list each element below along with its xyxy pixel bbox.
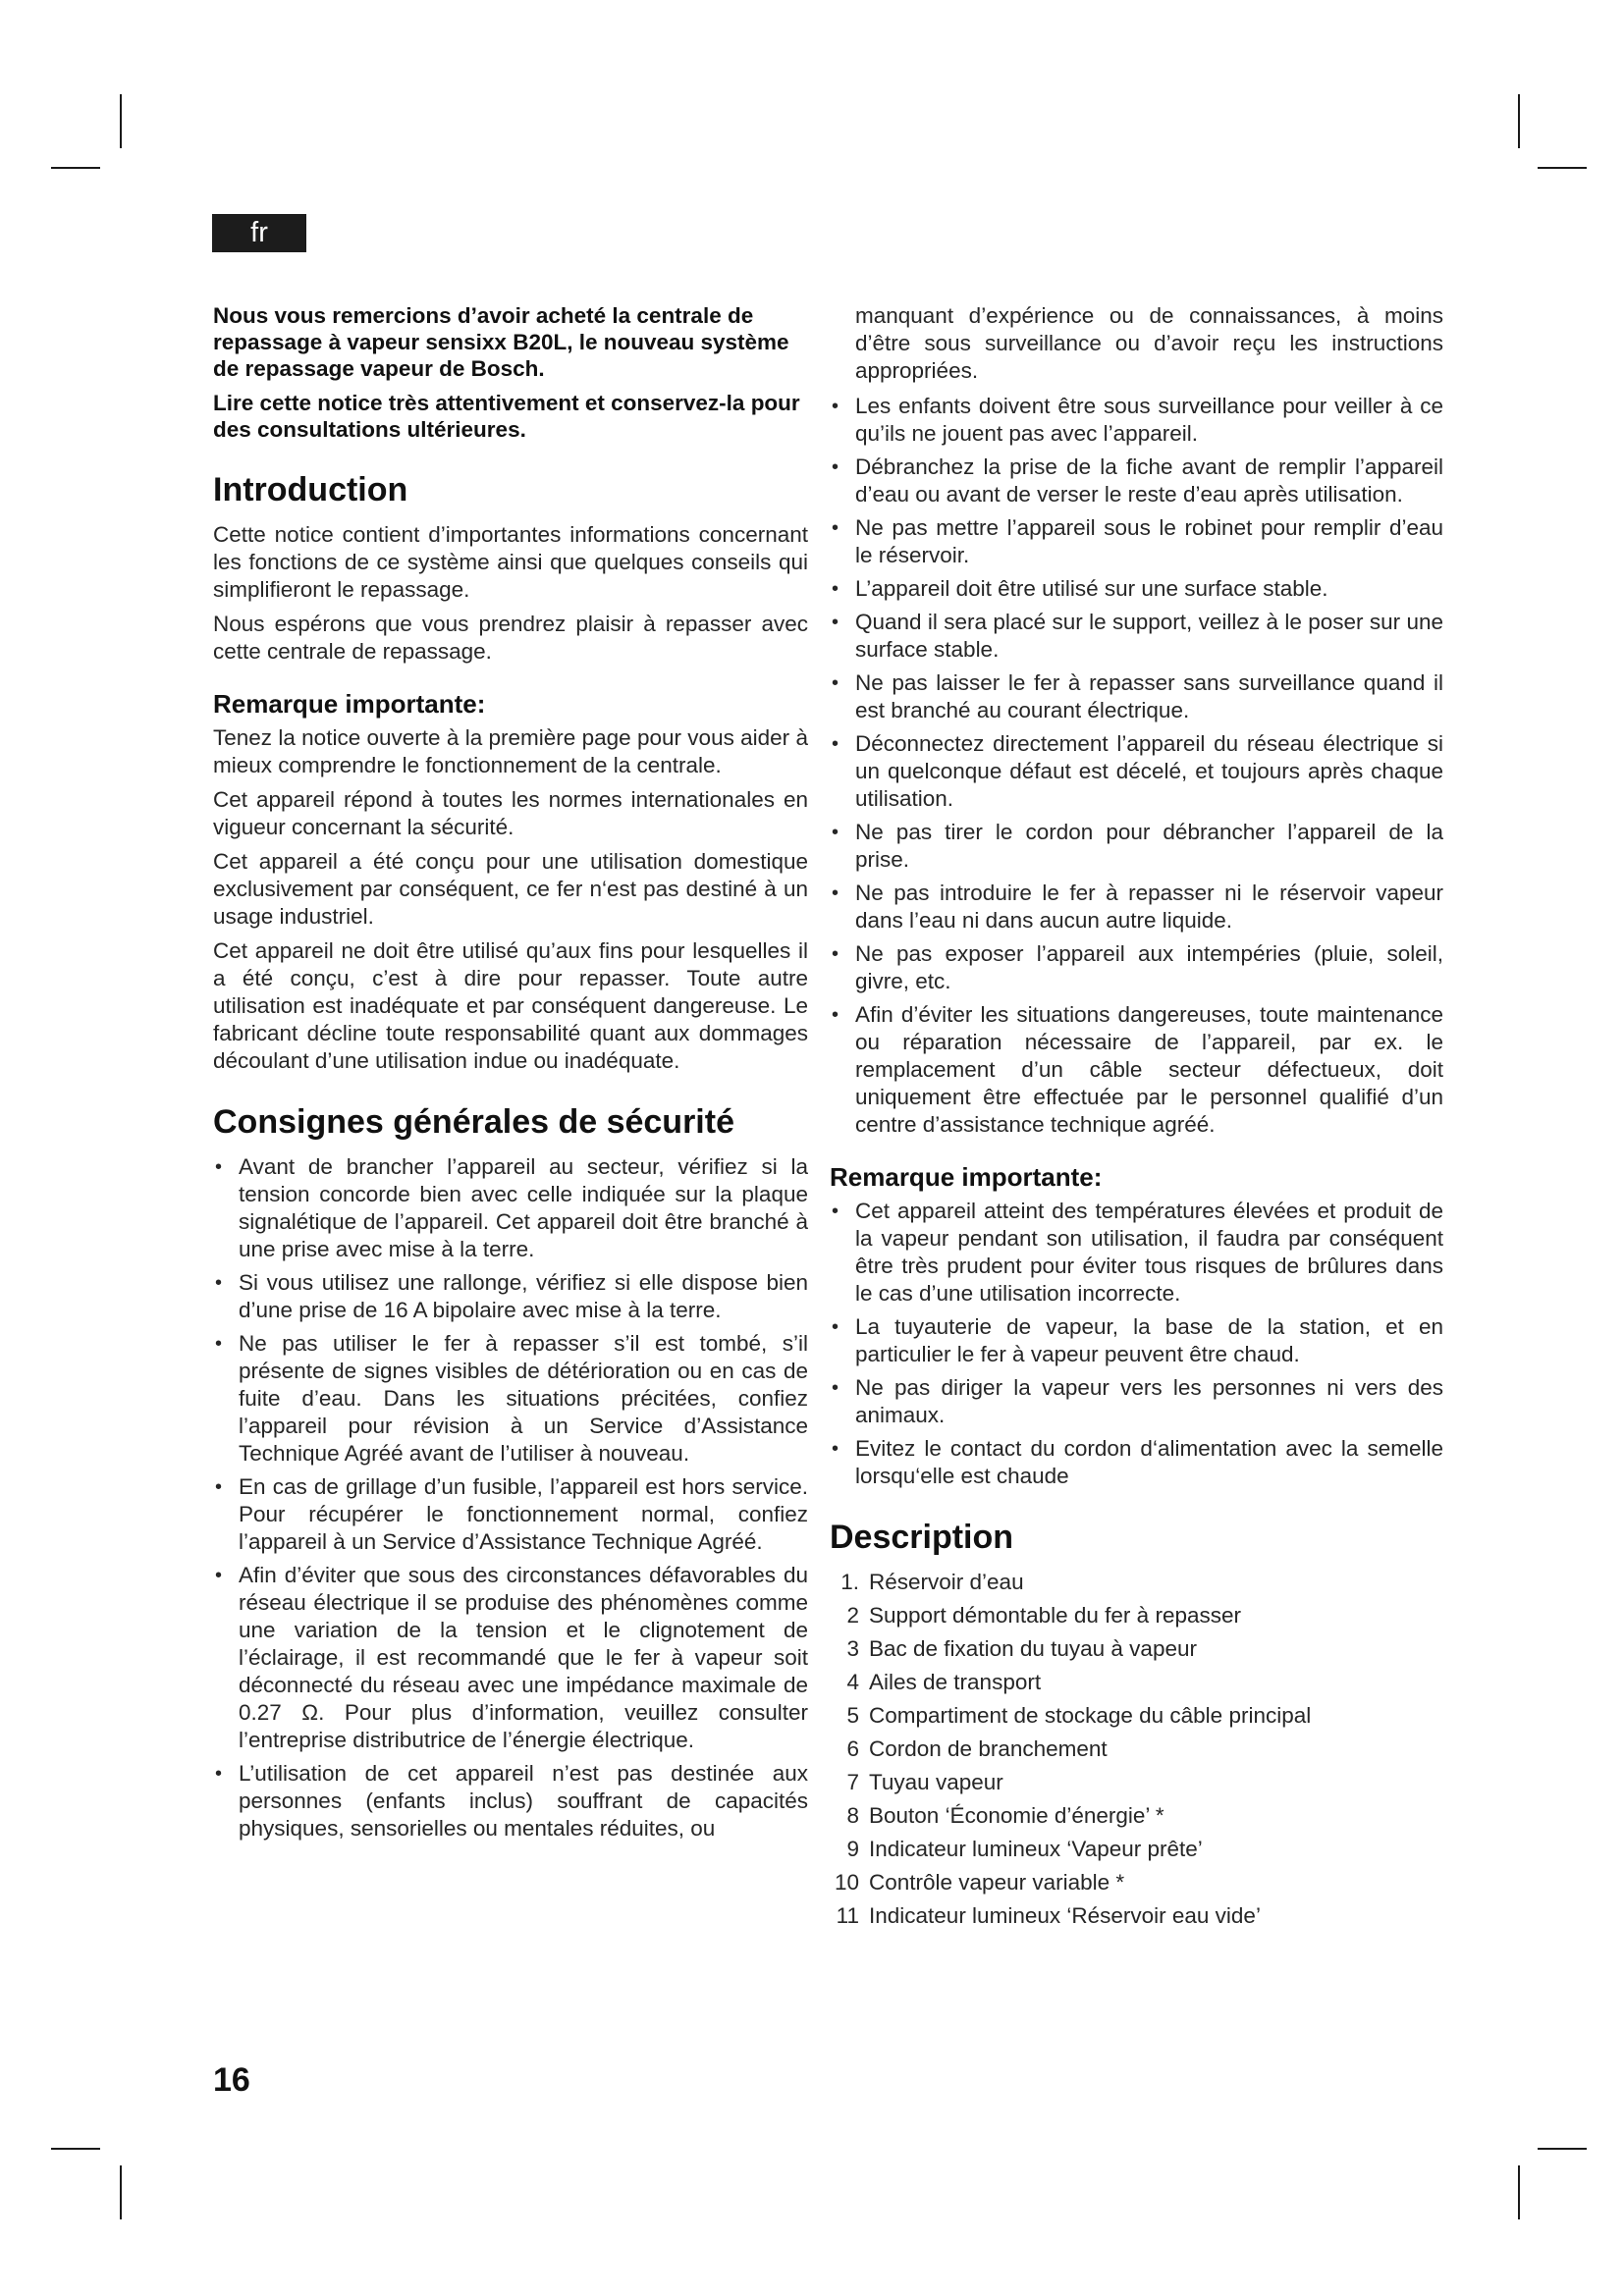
item-label: Indicateur lumineux ‘Vapeur prête’ — [869, 1837, 1203, 1861]
item-number: 11 — [836, 1903, 859, 1928]
list-item — [830, 609, 1443, 664]
item-label: Cordon de branchement — [869, 1736, 1108, 1761]
list-item-text: Ne pas introduire le fer à repasser ni le réservoir vapeur dans l’eau ni dans aucun autre liquide. — [855, 881, 1443, 933]
list-item-text: Déconnectez directement l’appareil du réseau électrique si un quelconque défaut est décelé, et toujours après chaque utilisation. — [855, 731, 1443, 811]
list-item — [830, 1435, 1443, 1490]
list-item-text: Avant de brancher l’appareil au secteur, vérifiez si la tension concorde bien avec celle indiquée sur la plaque signalétique de l’appareil. Cet appareil doit être branché à une prise avec mise à la terre. — [239, 1154, 808, 1261]
item-number: 3 — [846, 1636, 859, 1661]
item-label: Compartiment de stockage du câble principal — [869, 1703, 1312, 1728]
description-item — [830, 1635, 1443, 1663]
bullet-icon: • — [832, 1438, 839, 1460]
safety-list-continued — [830, 302, 1443, 1139]
list-item — [830, 575, 1443, 603]
intro-lead: Nous vous remercions d’avoir acheté la centrale de repassage à vapeur sensixx B20L, le nouveau système de repassage vapeur de Bosch. — [213, 303, 789, 381]
bullet-icon: • — [832, 822, 839, 843]
list-item-text: Si vous utilisez une rallonge, vérifiez si elle dispose bien d’une prise de 16 A bipolaire avec mise à la terre. — [239, 1270, 808, 1322]
bullet-icon: • — [832, 1201, 839, 1222]
bullet-icon: • — [832, 612, 839, 633]
crop-mark — [1518, 2165, 1520, 2219]
description-item — [830, 1702, 1443, 1730]
crop-mark — [120, 94, 122, 148]
item-label: Réservoir d’eau — [869, 1570, 1024, 1594]
item-label: Contrôle vapeur variable * — [869, 1870, 1125, 1895]
bullet-icon: • — [832, 1316, 839, 1338]
item-label: Support démontable du fer à repasser — [869, 1603, 1241, 1628]
list-item — [213, 1760, 808, 1842]
list-item — [830, 1001, 1443, 1139]
securite-heading: Consignes générales de sécurité — [213, 1103, 734, 1141]
list-item — [830, 514, 1443, 569]
list-item-text: L’utilisation de cet appareil n’est pas destinée aux personnes (enfants inclus) souffrant de capacités physiques, sensorielles ou mentales réduites, ou — [239, 1761, 808, 1841]
list-item — [830, 819, 1443, 874]
bullet-icon: • — [832, 672, 839, 694]
description-heading: Description — [830, 1519, 1014, 1556]
page-number: 16 — [213, 2061, 250, 2099]
safety-list — [213, 1153, 808, 1842]
paragraph: Cet appareil répond à toutes les normes internationales en vigueur concernant la sécurité. — [213, 787, 808, 839]
list-item-text: Ne pas laisser le fer à repasser sans surveillance quand il est branché au courant électrique. — [855, 670, 1443, 722]
description-list — [830, 1569, 1443, 1930]
list-item-text: Ne pas utiliser le fer à repasser s’il est tombé, s’il présente de signes visibles de détérioration ou en cas de fuite d’eau. Dans les situations précitées, confiez l’appareil pour révision à un Service d’Assistance Technique Agréé avant de l’utiliser à nouveau. — [239, 1331, 808, 1466]
bullet-icon: • — [832, 396, 839, 417]
list-item-text: Ne pas mettre l’appareil sous le robinet pour remplir d’eau le réservoir. — [855, 515, 1443, 567]
list-item-text: Les enfants doivent être sous surveillance pour veiller à ce qu’ils ne jouent pas avec l’appareil. — [855, 394, 1443, 446]
description-item — [830, 1602, 1443, 1629]
paragraph: Cette notice contient d’importantes informations concernant les fonctions de ce système ainsi que quelques conseils qui simplifieront le repassage. — [213, 522, 808, 602]
list-item-text: Cet appareil atteint des températures élevées et produit de la vapeur pendant son utilisation, il faudra par conséquent être très prudent pour éviter tous risques de brûlures dans le cas d’une utilisation incorrecte. — [855, 1199, 1443, 1306]
item-label: Tuyau vapeur — [869, 1770, 1003, 1794]
paragraph: Cet appareil a été conçu pour une utilisation domestique exclusivement par conséquent, ce fer n‘est pas destiné à un usage industriel. — [213, 849, 808, 929]
item-number: 8 — [846, 1803, 859, 1828]
list-item-text: L’appareil doit être utilisé sur une surface stable. — [855, 576, 1328, 601]
list-item — [830, 1374, 1443, 1429]
list-item — [830, 880, 1443, 934]
bullet-icon: • — [832, 943, 839, 965]
crop-mark — [1518, 94, 1520, 148]
crop-mark — [51, 2148, 100, 2150]
list-item-text: Evitez le contact du cordon d‘alimentation avec la semelle lorsqu‘elle est chaude — [855, 1436, 1443, 1488]
bullet-icon: • — [832, 733, 839, 755]
list-item-text: Quand il sera placé sur le support, veillez à le poser sur une surface stable. — [855, 610, 1443, 662]
list-item-text: En cas de grillage d’un fusible, l’appareil est hors service. Pour récupérer le fonctionnement normal, confiez l’appareil à un Service d’Assistance Technique Agréé. — [239, 1474, 808, 1554]
item-label: Indicateur lumineux ‘Réservoir eau vide’ — [869, 1903, 1261, 1928]
crop-mark — [51, 167, 100, 169]
item-number: 5 — [846, 1703, 859, 1728]
list-item-text: Afin d’éviter que sous des circonstances défavorables du réseau électrique il se produise des phénomènes comme une variation de la tension et le clignotement de l’éclairage, il est recommandé que le fer à vapeur soit déconnecté du réseau avec une impédance maximale de 0.27 Ω. Pour plus d’information, veuillez consulter l’entreprise distributrice de l’énergie électrique. — [239, 1563, 808, 1752]
list-item-text: La tuyauterie de vapeur, la base de la station, et en particulier le fer à vapeur peuvent être chaud. — [855, 1314, 1443, 1366]
list-item — [213, 1269, 808, 1324]
list-item-text: Ne pas diriger la vapeur vers les personnes ni vers des animaux. — [855, 1375, 1443, 1427]
item-label: Bouton ‘Économie d’énergie’ * — [869, 1803, 1164, 1828]
crop-mark — [1538, 2148, 1587, 2150]
list-item — [830, 393, 1443, 448]
description-item — [830, 1902, 1443, 1930]
description-item — [830, 1869, 1443, 1896]
item-number: 7 — [846, 1770, 859, 1794]
list-item — [213, 1562, 808, 1754]
list-item — [830, 1313, 1443, 1368]
list-item — [830, 669, 1443, 724]
description-item — [830, 1836, 1443, 1863]
language-tab: fr — [212, 214, 306, 252]
item-number: 6 — [846, 1736, 859, 1761]
bullet-icon: • — [832, 456, 839, 478]
remarque-list — [830, 1198, 1443, 1490]
item-number: 2 — [846, 1603, 859, 1628]
bullet-icon: • — [832, 578, 839, 600]
bullet-icon: • — [215, 1156, 223, 1178]
description-item — [830, 1802, 1443, 1830]
item-number: 9 — [846, 1837, 859, 1861]
bullet-icon: • — [832, 1377, 839, 1399]
description-item — [830, 1769, 1443, 1796]
bullet-icon: • — [215, 1272, 223, 1294]
item-number: 4 — [846, 1670, 859, 1694]
crop-mark — [1538, 167, 1587, 169]
list-item — [830, 454, 1443, 508]
bullet-icon: • — [832, 1004, 839, 1026]
description-item — [830, 1569, 1443, 1596]
item-label: Bac de fixation du tuyau à vapeur — [869, 1636, 1197, 1661]
description-item — [830, 1735, 1443, 1763]
list-item — [830, 1198, 1443, 1308]
bullet-icon: • — [832, 517, 839, 539]
introduction-heading: Introduction — [213, 471, 408, 508]
paragraph: Nous espérons que vous prendrez plaisir à repasser avec cette centrale de repassage. — [213, 612, 808, 664]
crop-mark — [120, 2165, 122, 2219]
list-item — [213, 1153, 808, 1263]
list-item-continuation — [830, 302, 1443, 385]
bullet-icon: • — [215, 1333, 223, 1355]
list-item-text: Ne pas tirer le cordon pour débrancher l’appareil de la prise. — [855, 820, 1443, 872]
paragraph: Cet appareil ne doit être utilisé qu’aux fins pour lesquelles il a été conçu, c’est à dire pour repasser. Toute autre utilisation est inadéquate et par conséquent dangereuse. Le fabricant décline toute responsabilité quant aux dommages découlant d’une utilisation indue ou inadéquate. — [213, 938, 808, 1073]
intro-lead: Lire cette notice très attentivement et conservez-la pour des consultations ultérieures. — [213, 391, 800, 442]
list-item-text: Ne pas exposer l’appareil aux intempéries (pluie, soleil, givre, etc. — [855, 941, 1443, 993]
remarque-heading: Remarque importante: — [830, 1162, 1103, 1192]
list-item — [213, 1330, 808, 1468]
list-item-text: Afin d’éviter les situations dangereuses, toute maintenance ou réparation nécessaire de l’appareil, par ex. le remplacement d’un câble secteur défectueux, doit uniquement être effectuée par le personnel qualifié d’un centre d’assistance technique agréé. — [855, 1002, 1443, 1137]
left-column — [213, 302, 808, 1848]
list-item — [830, 730, 1443, 813]
bullet-icon: • — [215, 1763, 223, 1785]
bullet-icon: • — [215, 1565, 223, 1586]
list-item-text: Débranchez la prise de la fiche avant de remplir l’appareil d’eau ou avant de verser le reste d’eau après utilisation. — [855, 454, 1443, 507]
paragraph: Tenez la notice ouverte à la première page pour vous aider à mieux comprendre le fonctionnement de la centrale. — [213, 725, 808, 777]
bullet-icon: • — [832, 882, 839, 904]
item-label: Ailes de transport — [869, 1670, 1042, 1694]
item-number: 10 — [834, 1870, 859, 1895]
list-item — [830, 940, 1443, 995]
right-column — [830, 302, 1443, 1936]
item-number: 1. — [840, 1570, 859, 1594]
remarque-heading: Remarque importante: — [213, 689, 486, 719]
bullet-icon: • — [215, 1476, 223, 1498]
list-item-text: manquant d’expérience ou de connaissances, à moins d’être sous surveillance ou d’avoir reçu les instructions appropriées. — [855, 303, 1443, 383]
description-item — [830, 1669, 1443, 1696]
list-item — [213, 1473, 808, 1556]
